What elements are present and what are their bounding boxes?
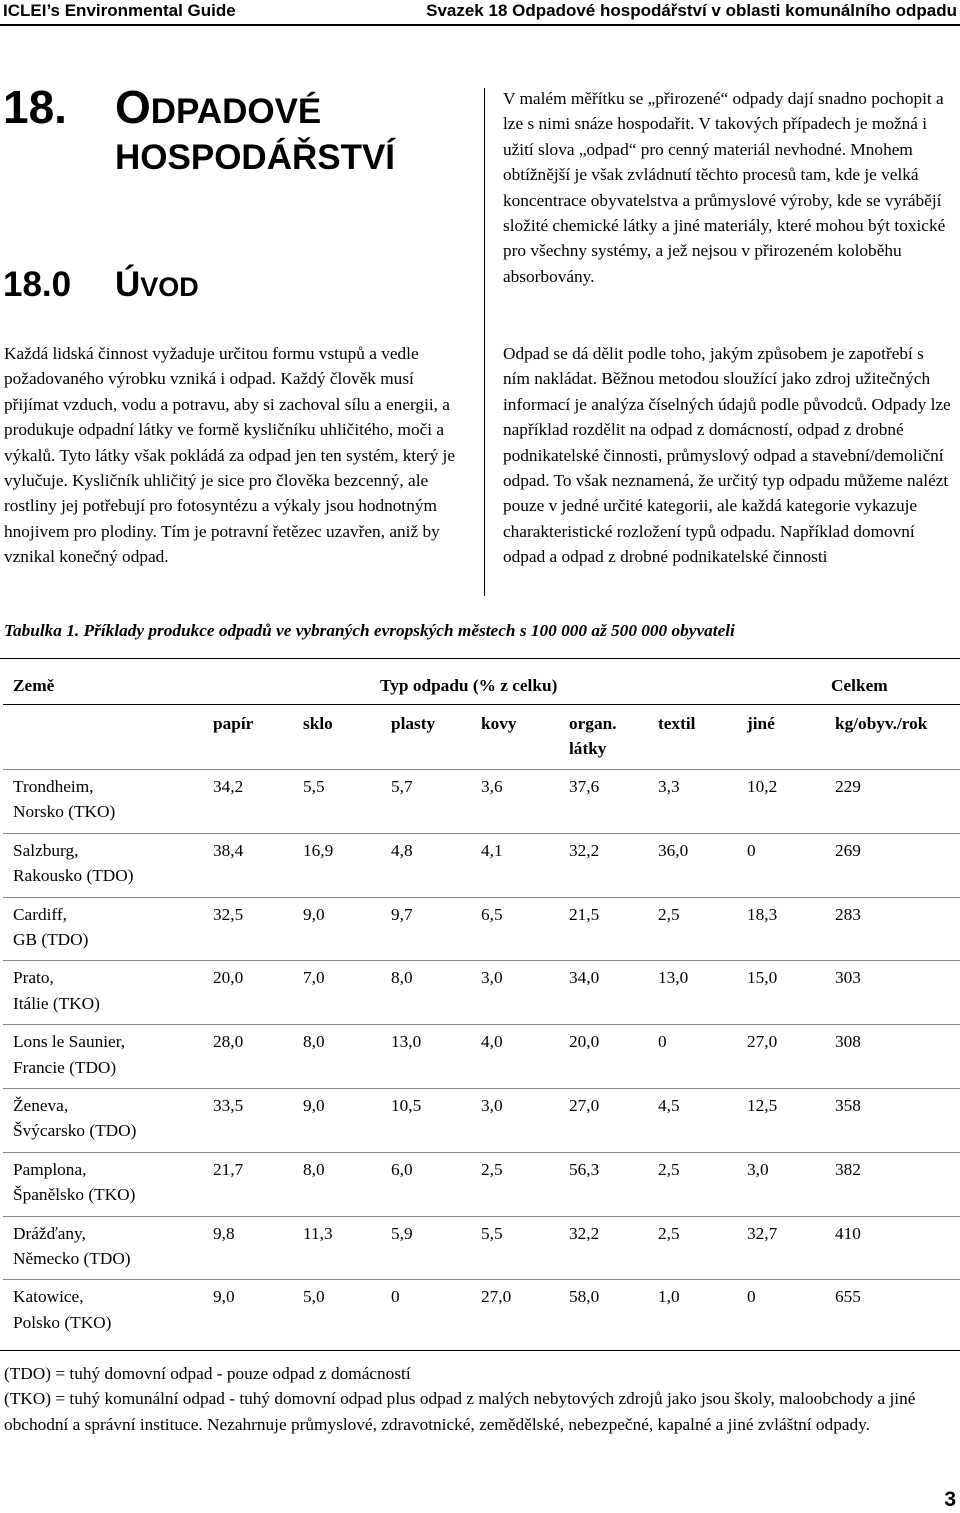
intro-paragraph: Každá lidská činnost vyžaduje určitou formu vstupů a vedle požadovaného výrobku vzniká i odpad. Každý člověk musí přijímat vzduch, vodu a potravu, aby si zachoval sílu a energii, a produkuje odpadní látky ve formě kysličníku uhličitého, moči a výkalů. Tyto látky však pokládá za odpad jen ten systém, který je vylučuje. Kysličník uhličitý je sice pro člověka bezcenný, ale rostliny jej potřebují pro fotosyntézu a výkaly jsou hodnotným hnojivem pro plodiny. Tím je potravní řetězec uzavřen, aniž by vznikal konečný odpad.: [4, 344, 456, 567]
table-cell: 303: [835, 968, 861, 988]
table-row: [0, 1279, 960, 1343]
table-cell: 382: [835, 1159, 861, 1179]
row-rule: [3, 833, 960, 834]
table-cell: 4,5: [658, 1095, 680, 1115]
table-row: [0, 960, 960, 1024]
table-cell: 32,5: [213, 904, 244, 924]
table-cell: 8,0: [303, 1032, 325, 1052]
table-cell: 32,2: [569, 1223, 600, 1243]
country-name: Německo (TDO): [13, 1248, 131, 1268]
waste-categories-paragraph: Odpad se dá dělit podle toho, jakým způsobem je zapotřebí s ním nakládat. Běžnou metodou sloužící jako zdroj užitečných informací je analýza číselných údajů podle původců. Odpady lze například rozdělit na odpad z domácností, odpad z drobné podnikatelské činnosti, průmyslový odpad a stavební/demoliční odpad. To však neznamená, že určitý typ odpadu můžeme nalézt pouze v jedné určité kategorii, ale každá kategorie vykazuje charakteristické rozložení typů odpadu. Například domovní odpad a odpad z drobné podnikatelské činnosti: [503, 344, 951, 567]
subheader-plastics: plasty: [391, 714, 436, 733]
row-location: [13, 1093, 136, 1144]
table-cell: 34,2: [213, 777, 244, 796]
header-rule: [0, 24, 960, 26]
row-location: [13, 965, 100, 1016]
table-notes: [4, 1361, 954, 1437]
row-location: [13, 1221, 131, 1272]
subheader-rule: [3, 704, 960, 705]
note-tko: (TKO) = tuhý komunální odpad - tuhý domovní odpad plus odpad z malých nebytových zdrojů jako jsou školy, maloobchody a jiné obchodní a správní instituce. Nezahrnuje průmyslové, zdravotnické, zemědělské, nebezpečné, kapalné a jiné zvláštní odpady.: [4, 1389, 916, 1434]
table-cell: 15,0: [747, 968, 778, 988]
table-cell: 12,5: [747, 1095, 778, 1115]
table-body: [0, 769, 960, 1343]
row-location: [13, 1029, 125, 1080]
country-name: Rakousko (TDO): [13, 866, 134, 886]
row-location: [13, 1284, 111, 1335]
city-name: Prato,: [13, 968, 54, 988]
country-name: Itálie (TKO): [13, 993, 100, 1013]
section-title-rest: VOD: [140, 272, 199, 302]
row-rule: [3, 1216, 960, 1217]
row-rule: [3, 897, 960, 898]
table-cell: 5,7: [391, 777, 413, 796]
subheader-glass: sklo: [303, 714, 333, 733]
row-location: [13, 1157, 135, 1208]
table-cell: 8,0: [303, 1159, 325, 1179]
table-cell: 358: [835, 1095, 861, 1115]
table-cell: 32,2: [569, 840, 600, 860]
header-waste-type: Typ odpadu (% z celku): [380, 676, 558, 695]
row-rule: [3, 1152, 960, 1153]
row-rule: [3, 960, 960, 961]
table-cell: 0: [747, 1287, 756, 1307]
table-cell: 20,0: [569, 1032, 600, 1052]
table-cell: 5,5: [481, 1223, 503, 1243]
table-cell: 5,0: [303, 1287, 325, 1307]
country-name: Polsko (TKO): [13, 1312, 112, 1332]
table-cell: 9,0: [303, 904, 325, 924]
subheader-kg-per-capita: kg/obyv./rok: [835, 714, 928, 733]
row-rule: [3, 1088, 960, 1089]
city-name: Drážďany,: [13, 1223, 86, 1243]
page-number: 3: [944, 1488, 956, 1511]
table-bottom-rule: [0, 1350, 960, 1351]
table-row: [0, 897, 960, 961]
note-tdo: (TDO) = tuhý domovní odpad - pouze odpad z domácností: [4, 1364, 411, 1383]
table-row: [0, 1024, 960, 1088]
chapter-number: 18.: [3, 81, 67, 133]
country-name: GB (TDO): [13, 930, 89, 949]
table-cell: 2,5: [658, 1159, 680, 1179]
table-cell: 4,8: [391, 840, 413, 860]
table-row: [0, 1088, 960, 1152]
table-cell: 9,8: [213, 1223, 235, 1243]
table-cell: 13,0: [391, 1032, 422, 1052]
subheader-other: jiné: [747, 714, 775, 733]
table-cell: 27,0: [569, 1095, 600, 1115]
table-cell: 58,0: [569, 1287, 600, 1307]
country-name: Švýcarsko (TDO): [13, 1121, 137, 1141]
row-rule: [3, 1279, 960, 1280]
table-cell: 10,2: [747, 777, 778, 796]
subheader-organic: organ. látky: [569, 714, 617, 758]
table-cell: 11,3: [303, 1223, 333, 1243]
table-cell: 410: [835, 1223, 861, 1243]
section-title-initial: Ú: [115, 265, 141, 304]
table-cell: 6,0: [391, 1159, 413, 1179]
chapter-title-initial: O: [115, 81, 151, 133]
city-name: Cardiff,: [13, 904, 67, 924]
table-cell: 4,0: [481, 1032, 503, 1052]
row-location: [13, 774, 115, 825]
table-cell: 5,5: [303, 777, 325, 796]
city-name: Lons le Saunier,: [13, 1032, 126, 1052]
table-cell: 1,0: [658, 1287, 680, 1307]
table-cell: 10,5: [391, 1095, 422, 1115]
table-cell: 32,7: [747, 1223, 778, 1243]
table-cell: 16,9: [303, 840, 334, 860]
table-caption: Tabulka 1. Příklady produkce odpadů ve vybraných evropských městech s 100 000 až 500 000 obyvateli: [4, 621, 735, 640]
country-name: Norsko (TKO): [13, 802, 116, 822]
row-rule: [3, 1024, 960, 1025]
country-name: Španělsko (TKO): [13, 1185, 136, 1205]
table-cell: 6,5: [481, 904, 503, 924]
header-total: Celkem: [831, 676, 888, 695]
table-cell: 27,0: [481, 1287, 512, 1307]
column-divider: [484, 88, 485, 596]
subheader-paper: papír: [213, 714, 254, 733]
table-cell: 7,0: [303, 968, 325, 988]
chapter-title-rest: DPADOVÉ: [150, 92, 322, 131]
chapter-title-line2: HOSPODÁŘSTVÍ: [115, 138, 396, 177]
table-cell: 3,0: [747, 1159, 769, 1179]
city-name: Trondheim,: [13, 777, 94, 796]
natural-waste-paragraph: V malém měřítku se „přirozené“ odpady dají snadno pochopit a lze s nimi snáze hospodařit. V takových případech je možná i užití slova „odpad“ pro cenný materiál nevhodné. Mnohem obtížnější je však zvládnutí těchto procesů tam, kde je velká koncentrace obyvatelstva a průmyslové výroby, kde se vyrábějí složité chemické látky a jiné materiály, které mohou být toxické pro všechny systémy, a jež nejsou v přirozeném koloběhu absorbovány.: [503, 89, 946, 286]
table-row: [0, 833, 960, 897]
subheader-metals: kovy: [481, 714, 517, 733]
table-top-rule: [0, 658, 960, 659]
table-cell: 655: [835, 1287, 861, 1307]
table-cell: 0: [658, 1032, 667, 1052]
table-row: [0, 1152, 960, 1216]
table-cell: 38,4: [213, 840, 244, 860]
table-cell: 2,5: [658, 904, 680, 924]
section-title: [115, 265, 199, 305]
guide-title: ICLEI’s Environmental Guide: [3, 1, 236, 20]
city-name: Salzburg,: [13, 840, 79, 860]
table-cell: 21,5: [569, 904, 600, 924]
table-cell: 18,3: [747, 904, 778, 924]
table-cell: 34,0: [569, 968, 600, 988]
table-cell: 9,7: [391, 904, 413, 924]
city-name: Ženeva,: [13, 1095, 69, 1115]
table-cell: 3,0: [481, 968, 503, 988]
table-cell: 5,9: [391, 1223, 413, 1243]
table-cell: 269: [835, 840, 861, 860]
city-name: Pamplona,: [13, 1159, 87, 1179]
table-cell: 33,5: [213, 1095, 244, 1115]
table-row: [0, 769, 960, 833]
table-cell: 9,0: [213, 1287, 235, 1307]
table-cell: 308: [835, 1032, 861, 1052]
table-cell: 36,0: [658, 840, 689, 860]
row-location: [13, 902, 88, 953]
row-location: [13, 838, 133, 889]
running-header: [0, 0, 960, 22]
table-cell: 20,0: [213, 968, 244, 988]
volume-title: Svazek 18 Odpadové hospodářství v oblasti komunálního odpadu: [426, 1, 957, 20]
table-cell: 8,0: [391, 968, 413, 988]
table-cell: 3,6: [481, 777, 503, 796]
row-rule: [3, 769, 960, 770]
table-cell: 229: [835, 777, 861, 796]
table-cell: 37,6: [569, 777, 600, 796]
table-cell: 56,3: [569, 1159, 600, 1179]
subheader-textile: textil: [658, 714, 696, 733]
section-number: 18.0: [3, 265, 72, 304]
table-cell: 0: [391, 1287, 400, 1307]
country-name: Francie (TDO): [13, 1057, 117, 1077]
chapter-title-line1: [115, 80, 321, 134]
header-country: Země: [13, 676, 55, 695]
table-cell: 9,0: [303, 1095, 325, 1115]
table-cell: 4,1: [481, 840, 503, 860]
table-cell: 21,7: [213, 1159, 244, 1179]
table-cell: 3,3: [658, 777, 680, 796]
table-cell: 0: [747, 840, 756, 860]
table-cell: 3,0: [481, 1095, 503, 1115]
table-cell: 27,0: [747, 1032, 778, 1052]
table-cell: 2,5: [658, 1223, 680, 1243]
table-cell: 28,0: [213, 1032, 244, 1052]
table-cell: 13,0: [658, 968, 689, 988]
table-cell: 2,5: [481, 1159, 503, 1179]
table-cell: 283: [835, 904, 861, 924]
table-row: [0, 1216, 960, 1280]
city-name: Katowice,: [13, 1287, 84, 1307]
